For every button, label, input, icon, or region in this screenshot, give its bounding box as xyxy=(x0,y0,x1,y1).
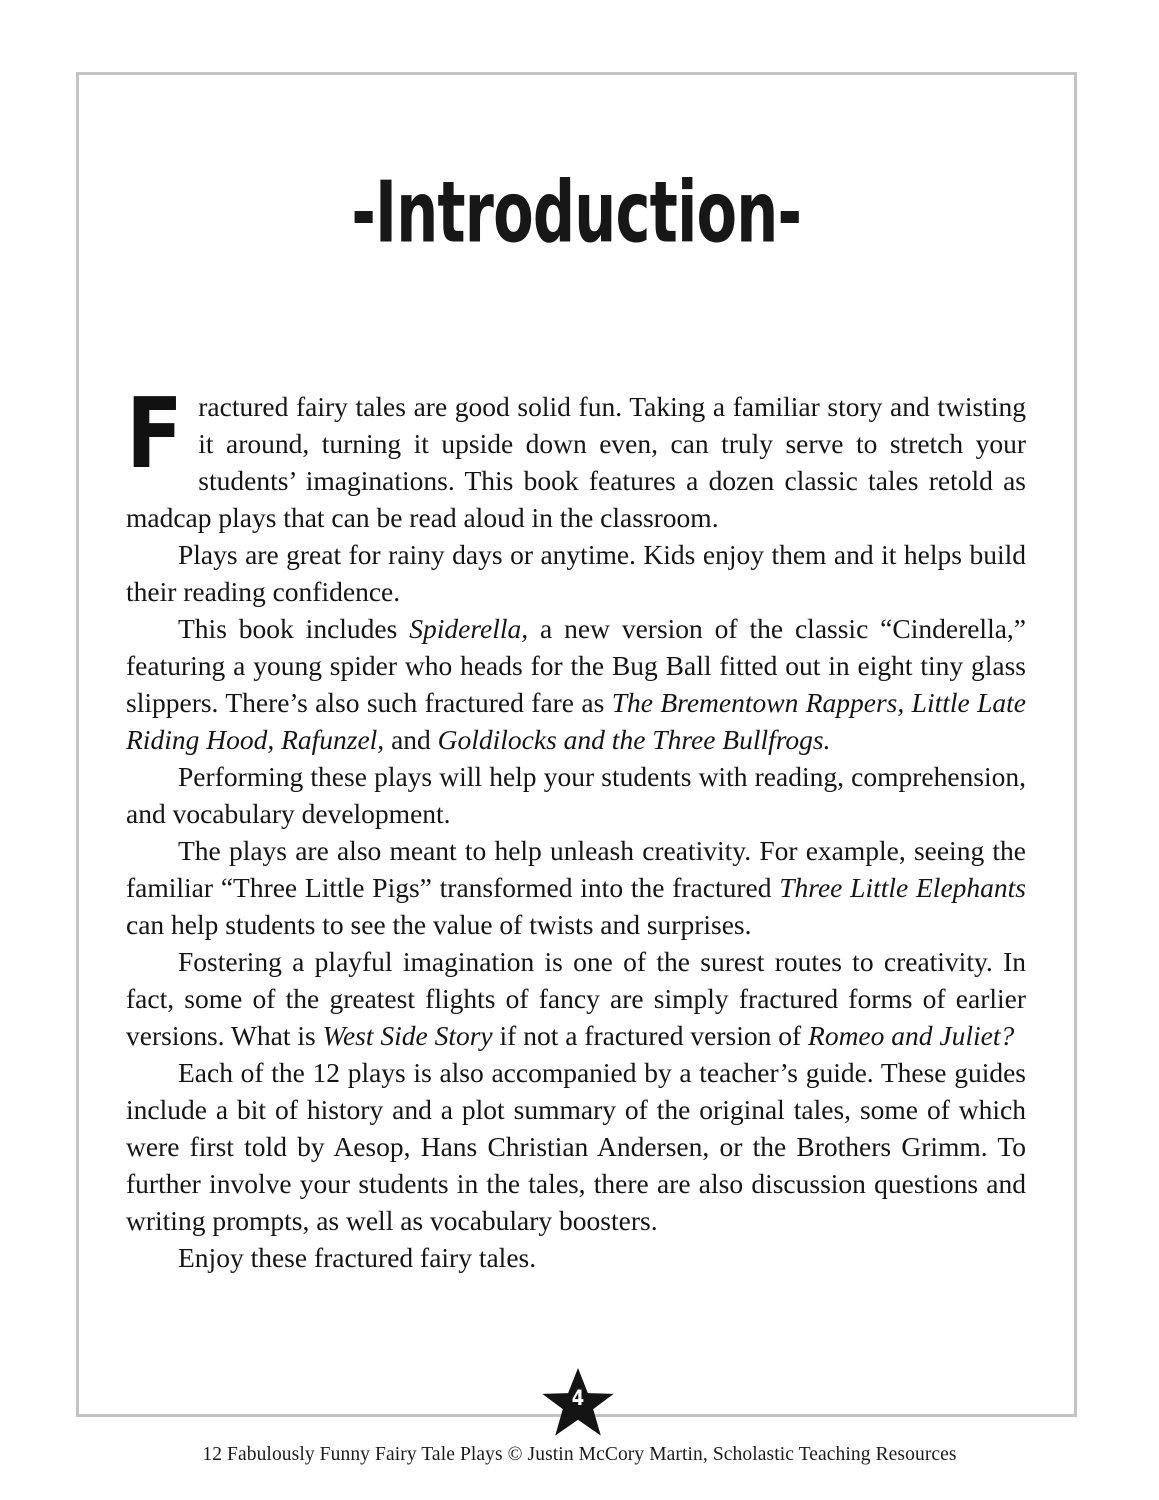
body-text: and xyxy=(384,724,438,755)
page-title: -Introduction- xyxy=(351,162,802,262)
page-number-star-badge xyxy=(540,1365,616,1441)
italic-title-text: Spiderella, xyxy=(409,613,529,644)
body-text: Plays are great for rainy days or anytime. Kids enjoy them and it helps build their reading confidence. xyxy=(126,539,1026,607)
page-number: 4 xyxy=(571,1386,585,1410)
body-text: This book includes xyxy=(178,613,410,644)
paragraph xyxy=(126,1054,1026,1239)
body-text: Enjoy these fractured fairy tales. xyxy=(178,1242,537,1273)
body-text: Fostering a playful imagination is one of the surest routes to creativity. In fact, some of the greatest flights of fancy are simply fractured forms of earlier versions. What is xyxy=(126,946,1026,1051)
page-title-container xyxy=(76,162,1077,262)
paragraph xyxy=(126,610,1026,758)
body-text: ractured fairy tales are good solid fun. Taking a familiar story and twisting it around, turning it upside down even, can truly serve to stretch your students’ imaginations. This book features a dozen classic tales retold as madcap plays that can be read aloud in the classroom. xyxy=(126,391,1026,533)
italic-title-text: Three Little Elephants xyxy=(779,872,1026,903)
body-text: Each of the 12 plays is also accompanied by a teacher’s guide. These guides include a bit of history and a plot summary of the original tales, some of which were first told by Aesop, Hans Christian Andersen, or the Brothers Grimm. To further involve your students in the tales, there are also discussion questions and writing prompts, as well as vocabulary boosters. xyxy=(126,1057,1026,1236)
italic-title-text: West Side Story xyxy=(322,1020,493,1051)
italic-title-text: The Brementown Rappers, Little Late Riding Hood, Rafunzel, xyxy=(126,687,1026,755)
paragraph xyxy=(126,377,1026,536)
paragraph xyxy=(126,943,1026,1054)
body-text: The plays are also meant to help unleash creativity. For example, seeing the familiar “Three Little Pigs” transformed into the fractured xyxy=(126,835,1026,903)
italic-title-text: Goldilocks and the Three Bullfrogs. xyxy=(437,724,831,755)
paragraph xyxy=(126,536,1026,610)
paragraph xyxy=(126,1239,1026,1276)
drop-cap: F xyxy=(126,377,183,490)
paragraph xyxy=(126,832,1026,943)
body-text: can help students to see the value of twists and surprises. xyxy=(126,909,752,940)
body-text: if not a fractured version of xyxy=(492,1020,809,1051)
body-text: Performing these plays will help your students with reading, comprehension, and vocabulary development. xyxy=(126,761,1026,829)
italic-title-text: Romeo and Juliet? xyxy=(808,1020,1015,1051)
body-text-column xyxy=(126,377,1027,1276)
page-footer: 12 Fabulously Funny Fairy Tale Plays © Justin McCory Martin, Scholastic Teaching Resources xyxy=(202,1444,957,1465)
paragraph xyxy=(126,758,1026,832)
body-text: a new version of the classic “Cinderella,” featuring a young spider who heads for the Bug Ball fitted out in eight tiny glass slippers. There’s also such fractured fare as xyxy=(126,613,1027,718)
